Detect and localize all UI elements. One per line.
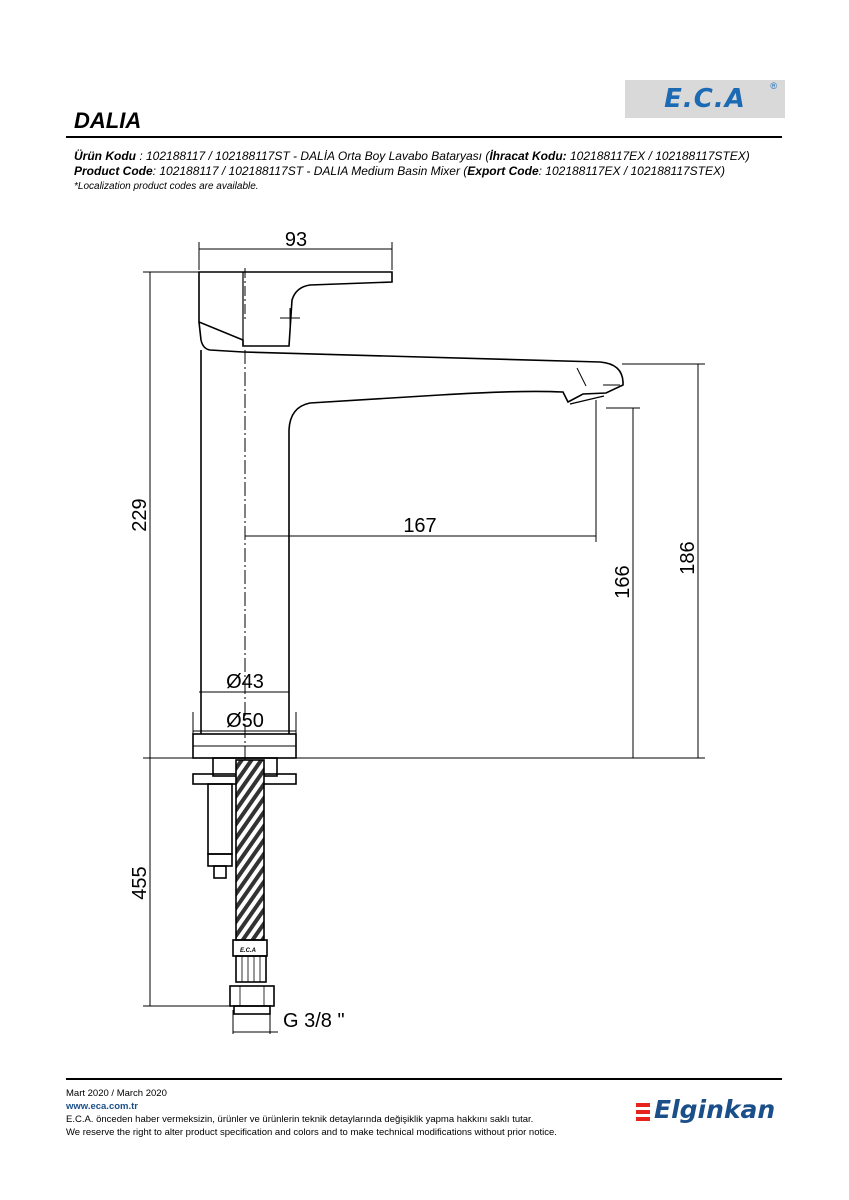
export-code-en-label: Export Code [467, 164, 539, 178]
nut-flats [240, 986, 264, 1006]
faucet-handle [199, 272, 392, 346]
dim-label-167: 167 [403, 515, 437, 537]
stud-end [214, 866, 226, 878]
threaded-stud [208, 784, 232, 854]
dim-label-455: 455 [129, 866, 151, 900]
localization-note: *Localization product codes are available. [74, 181, 259, 192]
stud-nut [208, 854, 232, 866]
footer [66, 1087, 557, 1139]
product-code-tr-text: : 102188117 / 102188117ST - DALİA Orta Boy Lavabo Bataryası ( [136, 149, 490, 163]
elginkan-mark-icon [636, 1103, 650, 1124]
connection-thread [234, 1006, 270, 1014]
faucet-outline [193, 272, 623, 1014]
product-code-en-text: : 102188117 / 102188117ST - DALIA Medium Basin Mixer ( [152, 164, 468, 178]
ferrule-grooves [242, 956, 260, 982]
ext-lines-229 [143, 272, 200, 758]
hose-brand-label: E.C.A [240, 948, 257, 954]
footer-date: Mart 2020 / March 2020 [66, 1088, 167, 1099]
export-code-tr-label: İhracat Kodu: [489, 149, 567, 163]
export-code-en-text: : 102188117EX / 102188117STEX) [538, 164, 726, 178]
faucet-spout [243, 352, 623, 430]
dim-label-d50: Ø50 [226, 710, 264, 732]
elginkan-logo-text: Elginkan [654, 1095, 776, 1124]
registered-mark: ® [770, 81, 777, 91]
dim-label-166: 166 [612, 565, 634, 599]
dim-label-186: 186 [677, 541, 699, 575]
footer-divider [66, 1078, 782, 1080]
product-title: DALIA [74, 108, 142, 133]
handle-crosshair [280, 308, 300, 328]
connection-nut [230, 986, 274, 1006]
dimension-lines [143, 242, 705, 1034]
product-code-tr-label: Ürün Kodu [74, 149, 136, 163]
product-code-en-label: Product Code [74, 164, 153, 178]
footer-website-link[interactable]: www.eca.com.tr [66, 1101, 138, 1112]
footer-disclaimer-en: We reserve the right to alter product specification and colors and to make technical modifications without prior notice. [66, 1127, 557, 1138]
spout-tip-line [577, 368, 586, 386]
dim-label-93: 93 [284, 229, 308, 251]
hose-ferrule [236, 956, 266, 982]
export-code-tr-text: 102188117EX / 102188117STEX) [566, 149, 750, 163]
eca-logo-text: E.C.A [664, 84, 746, 114]
dim-label-d43: Ø43 [226, 671, 264, 693]
dim-label-g38: G 3/8 " [283, 1010, 345, 1032]
dim-label-229: 229 [129, 498, 151, 532]
aerator-line [570, 396, 604, 404]
flex-hose-braid [236, 760, 264, 940]
footer-disclaimer-tr: E.C.A. önceden haber vermeksizin, ürünler ve ürünlerin teknik detaylarında değişiklik yapma hakkını saklı tutar. [66, 1114, 534, 1125]
